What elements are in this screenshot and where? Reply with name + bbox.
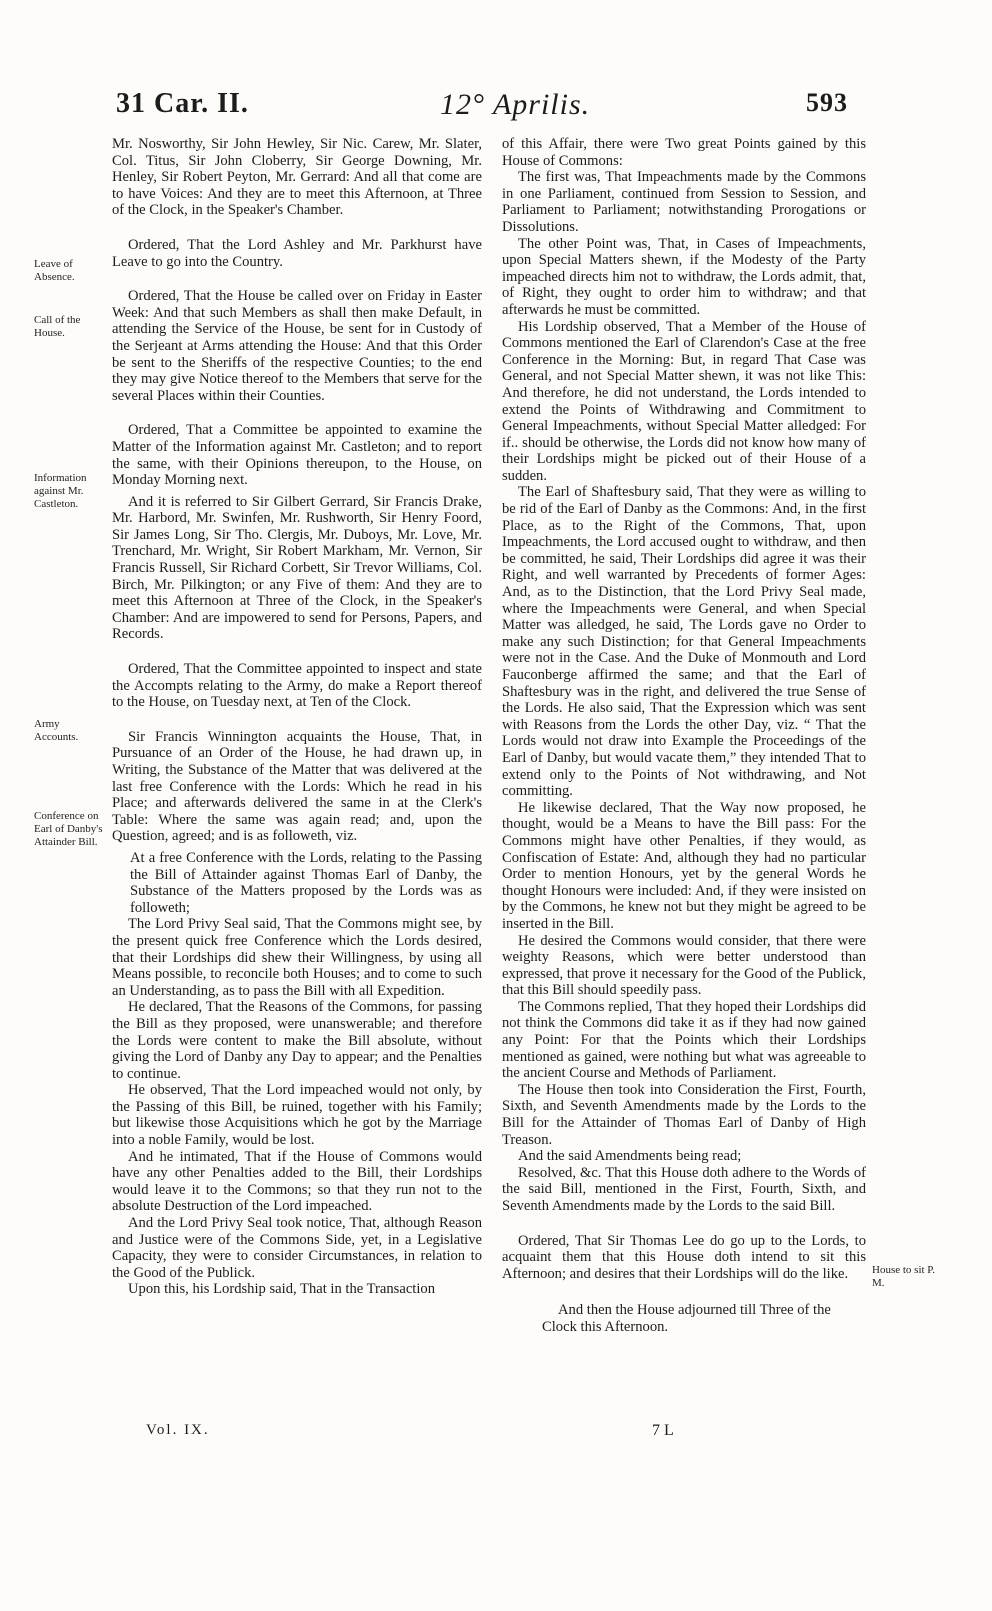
paragraph: And he intimated, That if the House of Commons would have any other Penalties added to the Bill, their Lordships would leave it to the Commons; so that they run not to the absolute Destruction of the Lord impeached.: [112, 1148, 482, 1215]
paragraph: Ordered, That Sir Thomas Lee do go up to the Lords, to acquaint them that this House doth intend to sit this Afternoon; and desires that their Lordships will do the like.: [502, 1232, 866, 1282]
margin-note-call-of-house: Call of the House.: [34, 314, 81, 339]
paragraph: And it is referred to Sir Gilbert Gerrard, Sir Francis Drake, Mr. Harbord, Mr. Swinfen, Mr. Rushworth, Sir Henry Foord, Sir James Long, Sir Tho. Clergis, Mr. Duboys, Mr. Love, Mr. Trenchard, Mr. Wright, Sir Robert Markham, Mr. Vernon, Sir Francis Russell, Sir Richard Corbett, Sir Trevor Williams, Col. Birch, Mr. Pilkington; or any Five of them: And they are to meet this Afternoon at Three of the Clock, in the Speaker's Chamber: And are impowered to send for Persons, Papers, and Records.: [112, 493, 482, 643]
paragraph: Ordered, That the House be called over on Friday in Easter Week: And that such Members as shall then make Default, in attending the Service of the House, be sent for in Custody of the Serjeant at Arms attending the House: And that this Order be sent to the Sheriffs of the respective Counties; to the end they may give Notice thereof to the Members that serve for the several Places within their Counties.: [112, 288, 482, 404]
paragraph: He desired the Commons would consider, that there were weighty Reasons, which were better understood than expressed, that prove it necessary for the Good of the Publick, that this Bill should speedily pass.: [502, 932, 866, 999]
page-header: [0, 84, 992, 132]
paragraph: The House then took into Consideration the First, Fourth, Sixth, and Seventh Amendments made by the Lords to the Bill for the Attainder of Thomas Earl of Danby of High Treason.: [502, 1081, 866, 1148]
running-head-date: 12° Aprilis.: [440, 88, 591, 121]
adjournment-line: And then the House adjourned till Three of the Clock this Afternoon.: [542, 1302, 831, 1335]
paragraph: The Commons replied, That they hoped their Lordships did not think the Commons did take it as if they had now gained any Point: For that the Points which their Lordships mentioned as gained, were nothing but what was agreeable to the ancient Course and Methods of Parliament.: [502, 998, 866, 1082]
right-column: [502, 136, 866, 1336]
paragraph: Resolved, &c. That this House doth adhere to the Words of the said Bill, mentioned in the First, Fourth, Sixth, and Seventh Amendments made by the Lords to the said Bill.: [502, 1164, 866, 1214]
page-number: 593: [806, 88, 848, 117]
paragraph: of this Affair, there were Two great Points gained by this House of Commons:: [502, 136, 866, 169]
margin-note-leave-of-absence: Leave of Absence.: [34, 258, 75, 283]
paragraph: He likewise declared, That the Way now proposed, he thought, would be a Means to have the Bill pass: For the Commons might have other Penalties, if they would, as Confiscation of Estate: And, although they had no particular Order to mention Honours, yet by the general Words he thought Honours were included: And, if they were insisted on by the Commons, he knew not but they might be agreed to be inserted in the Bill.: [502, 799, 866, 932]
left-column: [112, 136, 482, 1298]
paragraph: He declared, That the Reasons of the Commons, for passing the Bill as they proposed, were unanswerable; and therefore the Lords were content to make the Bill absolute, without giving the Lord of Danby any Day to appear; and the Penalties to continue.: [112, 999, 482, 1082]
paragraph: The other Point was, That, in Cases of Impeachments, upon Special Matters shewn, if the Modesty of the Party impeached directs him not to withdraw, the Lords admit, that, of Right, they ought to order him to withdraw; and that afterwards he must be committed.: [502, 235, 866, 318]
paragraph: The first was, That Impeachments made by the Commons in one Parliament, continued from Session to Session, and Parliament to Parliament; notwithstanding Prorogations or Dissolutions.: [502, 169, 866, 235]
paragraph: Ordered, That the Committee appointed to inspect and state the Accompts relating to the Army, do make a Report thereof to the House, on Tuesday next, at Ten of the Clock.: [112, 661, 482, 711]
paragraph: And the Lord Privy Seal took notice, That, although Reason and Justice were of the Commons Side, yet, in a Legislative Capacity, they were to consider Circumstances, in relation to the Good of the Publick.: [112, 1215, 482, 1281]
margin-note-army-accounts: Army Accounts.: [34, 718, 79, 743]
paragraph: At a free Conference with the Lords, relating to the Passing the Bill of Attainder against Thomas Earl of Danby, the Substance of the Matters proposed by the Lords was as followeth;: [130, 849, 482, 916]
margin-note-house-to-sit: House to sit P. M.: [872, 1264, 935, 1289]
margin-note-conference-danby: Conference on Earl of Danby's Attainder Bill.: [34, 810, 103, 848]
volume-label: Vol. IX.: [146, 1422, 210, 1438]
running-head-regnal-year: 31 Car. II.: [116, 88, 249, 119]
paragraph: And the said Amendments being read;: [518, 1148, 742, 1165]
signature-mark: 7 L: [652, 1422, 674, 1439]
paragraph: Ordered, That a Committee be appointed to examine the Matter of the Information against Mr. Castleton; and to report the same, with their Opinions thereupon, to the House, on Monday Morning next.: [112, 422, 482, 489]
paragraph: Mr. Nosworthy, Sir John Hewley, Sir Nic. Carew, Mr. Slater, Col. Titus, Sir John Cloberry, Sir George Downing, Mr. Henley, Sir Robert Peyton, Mr. Gerrard: And all that come are to have Voices: And they are to meet this Afternoon, at Three of the Clock, in the Speaker's Chamber.: [112, 136, 482, 219]
paragraph: Upon this, his Lordship said, That in the Transaction: [128, 1281, 436, 1298]
margin-note-information-castleton: Information against Mr. Castleton.: [34, 472, 87, 510]
paragraph: The Earl of Shaftesbury said, That they were as willing to be rid of the Earl of Danby as the Commons: And, in the first Place, as to the Right of the Commons, That, upon Impeachments, the Lord accused ought to withdraw, and then be committed, he said, Their Lordships did agree it was their Right, and well warranted by Precedents of former Ages: And, as to the Distinction, that the Lord Privy Seal made, where the Impeachments were General, and when Special Matter was alledged, he said, The Lords gave no Order to make any such Distinction; for that General Impeachments were not in the Case. And the Duke of Monmouth and Lord Fauconberge affirmed the same; and that the Earl of Shaftesbury was in the right, and delivered the true Sense of the Lords. He also said, That the Expression which was sent with Reasons from the Lords the other Day, viz. “ That the Lords would not draw into Example the Proceedings of the Earl of Danby, but would vacate them,” they intended That to extend only to the Points of Not withdrawing, and Not committing.: [502, 484, 866, 800]
paragraph: He observed, That the Lord impeached would not only, by the Passing of this Bill, be ruined, together with his Family; but likewise those Acquisitions which he got by the Marriage into a noble Family, would be lost.: [112, 1082, 482, 1149]
paragraph: His Lordship observed, That a Member of the House of Commons mentioned the Earl of Clarendon's Case at the free Conference in the Morning: But, in regard That Case was General, and not Special Matter shewn, it was not like This: And therefore, he did not understand, the Lords intended to extend the Points of Withdrawing and Commitment to General Impeachments, without Special Matter alledged: For if.. should be otherwise, the Lords did not know how many of their Lordships might be picked out of their House of a sudden.: [502, 318, 866, 484]
paragraph: Sir Francis Winnington acquaints the House, That, in Pursuance of an Order of the House, he had drawn up, in Writing, the Substance of the Matter that was delivered at the last free Conference with the Lords: Which he read in his Place; and afterwards delivered the same in at the Clerk's Table: Where the same was again read; and, upon the Question, agreed; and is as followeth, viz.: [112, 728, 482, 845]
paragraph: Ordered, That the Lord Ashley and Mr. Parkhurst have Leave to go into the Country.: [112, 236, 482, 270]
paragraph: The Lord Privy Seal said, That the Commons might see, by the present quick free Conference which the Lords desired, that their Lordships did shew their Willingness, by using all Means possible, to reconcile both Houses; and to come to such an Understanding, as to pass the Bill with all Expedition.: [112, 916, 482, 999]
